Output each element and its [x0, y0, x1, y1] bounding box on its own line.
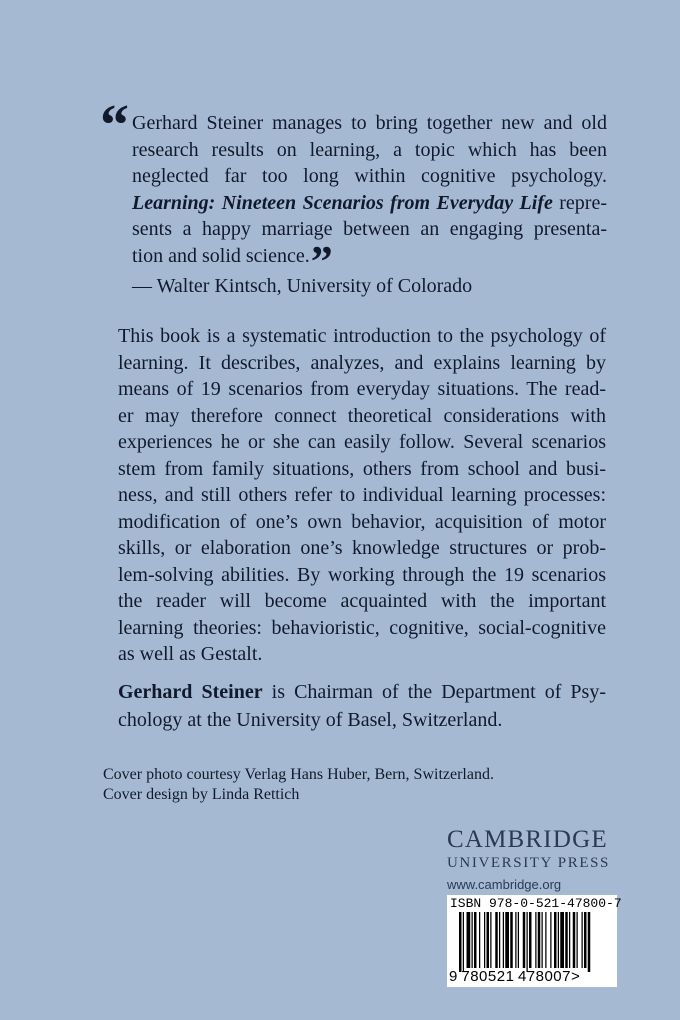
- barcode-group-1: 780521: [461, 968, 515, 985]
- barcode-bar: [558, 912, 559, 968]
- isbn-label: ISBN 978-0-521-47800-7: [450, 896, 622, 911]
- barcode-bar: [545, 912, 546, 968]
- description-line: skills, or elaboration one’s knowledge structures or prob-: [118, 537, 606, 559]
- description-line: modification of one’s own behavior, acquisition of motor: [118, 510, 606, 533]
- barcode-bar: [472, 912, 473, 968]
- description-line: lem-solving abilities. By working through the 19 scenarios: [118, 563, 606, 586]
- barcode-bar: [474, 912, 477, 968]
- barcode-bar: [577, 912, 578, 968]
- quote-attribution: — Walter Kintsch, University of Colorado: [132, 275, 473, 297]
- barcode-bar: [550, 912, 551, 968]
- quote-line-6-text: tion and solid science.: [132, 244, 310, 267]
- description-line: experiences he or she can easily follow. Several scenarios: [118, 431, 606, 453]
- barcode-bar: [582, 912, 583, 968]
- barcode-end-mark: >: [571, 968, 581, 985]
- quote-line-5: sents a happy marriage between an engaging presenta-: [132, 218, 607, 240]
- barcode-bar: [523, 912, 526, 968]
- barcode-first-digit: 9: [449, 968, 458, 985]
- quote-line-4: [132, 190, 607, 217]
- barcode-bar: [499, 912, 500, 968]
- bio-line-2: chology at the University of Basel, Switzerland.: [118, 709, 503, 731]
- quote-line-2: research results on learning, a topic which has been: [132, 138, 607, 161]
- open-quote-mark: “: [100, 92, 129, 157]
- book-title: Learning: Nineteen Scenarios from Everyday Life: [132, 191, 553, 214]
- description-line: as well as Gestalt.: [118, 643, 263, 665]
- barcode-bar: [484, 912, 485, 968]
- cover-credits: [103, 765, 494, 805]
- barcode-bar: [588, 912, 591, 972]
- photo-credit: Cover photo courtesy Verlag Hans Huber, Bern, Switzerland.: [103, 766, 494, 783]
- publisher-url: www.cambridge.org: [447, 877, 562, 892]
- barcode-bar: [495, 912, 498, 968]
- quote-line-1: Gerhard Steiner manages to bring together new and old: [132, 112, 607, 134]
- close-quote-mark: ”: [310, 236, 333, 286]
- description-line: ness, and still others refer to individual learning processes:: [118, 484, 606, 506]
- barcode-bar: [518, 912, 519, 968]
- description-line: learning. It describes, analyzes, and explains learning by: [118, 351, 606, 374]
- barcode-digits: [449, 968, 580, 985]
- barcode-bar: [584, 912, 587, 968]
- barcode-group-2: 478007: [517, 968, 571, 985]
- publisher-name: CAMBRIDGE: [447, 826, 608, 853]
- quote-line-3: neglected far too long within cognitive psychology.: [132, 165, 607, 187]
- barcode-bar: [479, 912, 480, 968]
- barcode-bar: [542, 912, 543, 968]
- description-line: the reader will become acquainted with the important: [118, 590, 606, 612]
- barcode-bar: [487, 912, 490, 968]
- book-description: [118, 323, 606, 668]
- description-line: learning theories: behavioristic, cognitive, social-cognitive: [118, 616, 606, 639]
- barcode-bar: [554, 912, 557, 968]
- barcode-bar: [565, 912, 568, 968]
- description-line: means of 19 scenarios from everyday situations. The read-: [118, 378, 606, 400]
- bio-line-1: [118, 678, 606, 706]
- barcode-bar: [467, 912, 471, 968]
- bio-line-1-rest: is Chairman of the Department of Psy-: [262, 681, 606, 703]
- barcode-bar: [510, 912, 513, 968]
- publisher-subtitle: UNIVERSITY PRESS: [447, 855, 610, 871]
- description-line: This book is a systematic introduction to the psychology of: [118, 325, 606, 347]
- barcode-bar: [573, 912, 576, 968]
- barcode-bar: [459, 912, 462, 972]
- publisher-logo: [447, 826, 622, 894]
- barcode-bar: [515, 912, 516, 968]
- description-line: stem from family situations, others from school and busi-: [118, 457, 606, 480]
- barcode-bar: [535, 912, 536, 968]
- barcode-bar: [538, 912, 541, 968]
- barcode-bar: [505, 912, 509, 968]
- barcode-bar: [569, 912, 570, 968]
- barcode-bar: [490, 912, 491, 968]
- barcode-bar: [463, 912, 464, 972]
- quote-line-4-tail: repre-: [552, 191, 607, 214]
- description-line: er may therefore connect theoretical considerations with: [118, 404, 606, 427]
- barcode-bar: [527, 912, 528, 972]
- barcode-bar: [529, 912, 532, 968]
- barcode: [447, 895, 622, 987]
- author-bio: [118, 678, 606, 734]
- barcode-bar: [560, 912, 564, 968]
- author-name: Gerhard Steiner: [118, 681, 263, 703]
- design-credit: Cover design by Linda Rettich: [103, 786, 300, 803]
- barcode-bar: [503, 912, 504, 968]
